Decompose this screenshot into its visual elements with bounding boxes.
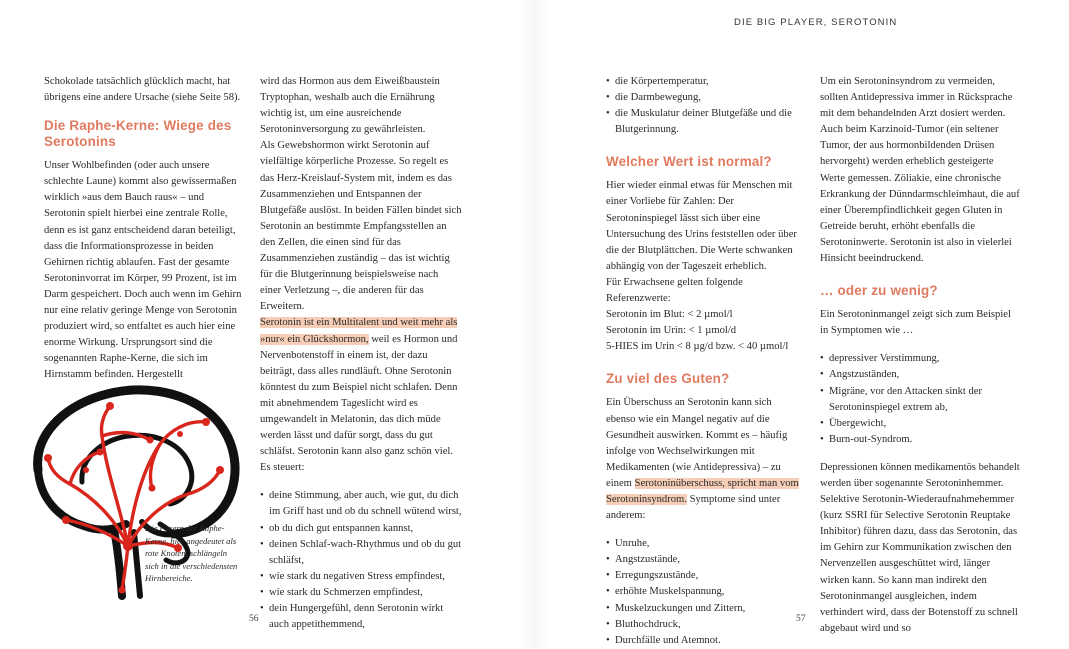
list-item: • wie stark du Schmerzen empfindest,: [260, 585, 462, 601]
list-item: • erhöhte Muskelspannung,: [606, 584, 802, 600]
reference-value-urine: Serotonin im Urin: < 1 µmol/d: [606, 325, 737, 337]
column-3: [606, 74, 802, 649]
book-gutter: [520, 0, 548, 648]
list-item: • die Muskulatur deiner Blutgefäße und die Blutgerinnung.: [606, 106, 802, 138]
list-item: • Angstzuständen,: [820, 367, 1020, 383]
list-item: • Burn-out-Syndrom.: [820, 432, 1020, 448]
list-item: • Muskelzuckungen und Zittern,: [606, 601, 802, 617]
page-number-left: 56: [249, 614, 259, 624]
list-item: • depressiver Verstimmung,: [820, 351, 1020, 367]
list-item: • Angstzustände,: [606, 552, 802, 568]
list-item: • Übergewicht,: [820, 416, 1020, 432]
list-item: • Erregungszustände,: [606, 568, 802, 584]
list-item: • die Darmbewegung,: [606, 90, 802, 106]
excess-symptoms-list: [606, 536, 802, 649]
col2-p2: Als Gewebshormon wirkt Serotonin auf vielfältige körperliche Prozesse. So regelt es das Herz-Kreislauf-System mit, indem es das Zusammenziehen und Entspannen der Blutgefäße auslöst. In beiden Fällen bindet sich Serotonin an bestimmte Empfangsstellen an den Zellen, die einen sind für das Zusammenziehen zuständig – das ist wichtig für die Blutgerinnung beispielsweise nach einer Verletzung –, die anderen für das Erweitern.: [260, 140, 462, 313]
reference-value-blood: Serotonin im Blut: < 2 µmol/l: [606, 309, 733, 321]
col1-intro: Schokolade tatsächlich glücklich macht, hat übrigens eine andere Ursache (siehe Seite 58).: [44, 76, 241, 104]
col1-body: Unser Wohlbefinden (oder auch unsere schlechte Laune) kommt also gewissermaßen wirklich »aus dem Bauch raus« – und Serotonin spielt hierbei eine zentrale Rolle, denn es ist ganz entscheidend daran beteiligt, dass die Informationsprozesse in beiden Gehirnen richtig ablaufen. Fast der gesamte Serotoninvorrat im Körper, 99 Prozent, ist im Darm gespeichert. Doch auch wenn im Gehirn nur eine relativ geringe Menge von Serotonin produziert wird, so entfaltet es auch hier eine enorme Wirkung. Ursprungsort sind die sogenannten Raphe-Kerne, die sich im Hirnstamm befinden. Hergestellt: [44, 160, 242, 381]
list-item: • Unruhe,: [606, 536, 802, 552]
section-heading-too-little: … oder zu wenig?: [820, 283, 938, 299]
list-item: • deine Stimmung, aber auch, wie gut, du dich im Griff hast und ob du schnell wütend wirst,: [260, 488, 462, 520]
section-heading-too-much: Zu viel des Guten?: [606, 371, 730, 387]
running-header: DIE BIG PLAYER, SEROTONIN: [734, 17, 898, 28]
list-item: • wie stark du negativen Stress empfindest,: [260, 569, 462, 585]
section-heading-normal-value: Welcher Wert ist normal?: [606, 154, 772, 170]
reference-value-5hies: 5-HIES im Urin < 8 µg/d bzw. < 40 µmol/l: [606, 341, 789, 353]
section-heading-raphe: Die Raphe-Kerne: Wiege des Serotonins: [44, 118, 232, 150]
highlight-multitalent: Serotonin ist ein Multitalent und weit mehr als »nur« ein Glückshormon,: [260, 317, 458, 345]
list-item: • Migräne, vor den Attacken sinkt der Serotoninspiegel extrem ab,: [820, 384, 1020, 416]
col2-p3: Serotonin ist ein Multitalent und weit mehr als »nur« ein Glückshormon, weil es Hormon und Nervenbotenstoff in einem ist, der dazu beiträgt, dass alles rundläuft. Ohne Serotonin könntest du zum Beispiel nicht schlafen. Denn mit abnehmendem Tageslicht wird es umgewandelt in Melatonin, das dich müde werden lässt und dafür sorgt, dass du gut schläfst. Serotonin kann also ganz schön viel. Es steuert:: [260, 317, 458, 474]
col3-p1: Hier wieder einmal etwas für Menschen mit einer Vorliebe für Zahlen: Der Serotoninspiegel lässt sich über eine Untersuchung des Urins feststellen oder über die der Blutplättchen. Die Werte schwanken abhängig von der Tageszeit erheblich.: [606, 180, 797, 272]
column-4: [820, 74, 1020, 637]
page-number-right: 57: [796, 614, 806, 624]
highlight-serotonin-syndrome: Serotoninüberschuss, spricht man vom Serotoninsyndrom.: [606, 477, 799, 505]
deficiency-symptoms-list: [820, 351, 1020, 448]
figure-caption: Die Fasern der Raphe-Kerne, hier angedeutet als rote Knoten, schlängeln sich in die verschiedensten Hirnbereiche.: [145, 523, 238, 584]
list-item: • Durchfälle und Atemnot.: [606, 633, 802, 649]
list-item: • Bluthochdruck,: [606, 617, 802, 633]
col4-p3: Depressionen können medikamentös behandelt werden über sogenannte Serotoninhemmer. Selektive Serotonin-Wiederaufnahmehemmer (kurz SSRI für Selective Serotonin Reuptake Inhibitor) führen dazu, dass das Serotonin, das im Gehirn zur Kommunikation zwischen den Nervenzellen ausgeschüttet wird, länger wirken kann. So kann man indirekt den Serotoninmangel ausgleichen, indem verhindert wird, dass der Botenstoff zu schnell abgebaut wird und so: [820, 461, 1020, 634]
col4-p1: Um ein Serotoninsyndrom zu vermeiden, sollten Antidepressiva immer in Rücksprache mit dem behandelnden Arzt dosiert werden. Auch beim Karzinoid-Tumor (ein seltener Tumor, der aus hormonbildenden Drüsen hervorgeht) werden erheblich gesteigerte Werte gemessen. Zöliakie, eine chronische Erkrankung der Dünndarmschleimhaut, die auf einer Überempfindlichkeit gegen Gluten in Getreide beruht, erhöht ebenfalls die Serotoninwerte. Serotonin ist also in vielerlei Hinsicht beeindruckend.: [820, 76, 1020, 265]
list-item: • ob du dich gut entspannen kannst,: [260, 521, 462, 537]
serotonin-functions-list-continued: [606, 74, 802, 138]
column-2: [260, 74, 462, 633]
list-item: • die Körpertemperatur,: [606, 74, 802, 90]
list-item: • deinen Schlaf-wach-Rhythmus und ob du gut schläfst,: [260, 537, 462, 569]
list-item: • dein Hungergefühl, denn Serotonin wirkt auch appetithemmend,: [260, 601, 462, 633]
serotonin-functions-list: [260, 488, 462, 633]
col2-p1: wird das Hormon aus dem Eiweißbaustein Tryptophan, weshalb auch die Ernährung wichtig ist, um eine ausreichende Serotoninversorgung zu gewährleisten.: [260, 76, 440, 136]
column-1: [44, 74, 242, 384]
col4-p2: Ein Serotoninmangel zeigt sich zum Beispiel in Symptomen wie …: [820, 309, 1011, 337]
col3-p2: Für Erwachsene gelten folgende Referenzwerte:: [606, 276, 743, 305]
col3-p3: Ein Überschuss an Serotonin kann sich ebenso wie ein Mangel negativ auf die Gesundheit auswirken. Kommt es – häufig infolge von Wechselwirkungen mit Medikamenten (wie Antidepressiva) – zu einem Serotoninüberschuss, spricht man vom Serotoninsyndrom. Symptome sind unter anderem:: [606, 397, 799, 522]
